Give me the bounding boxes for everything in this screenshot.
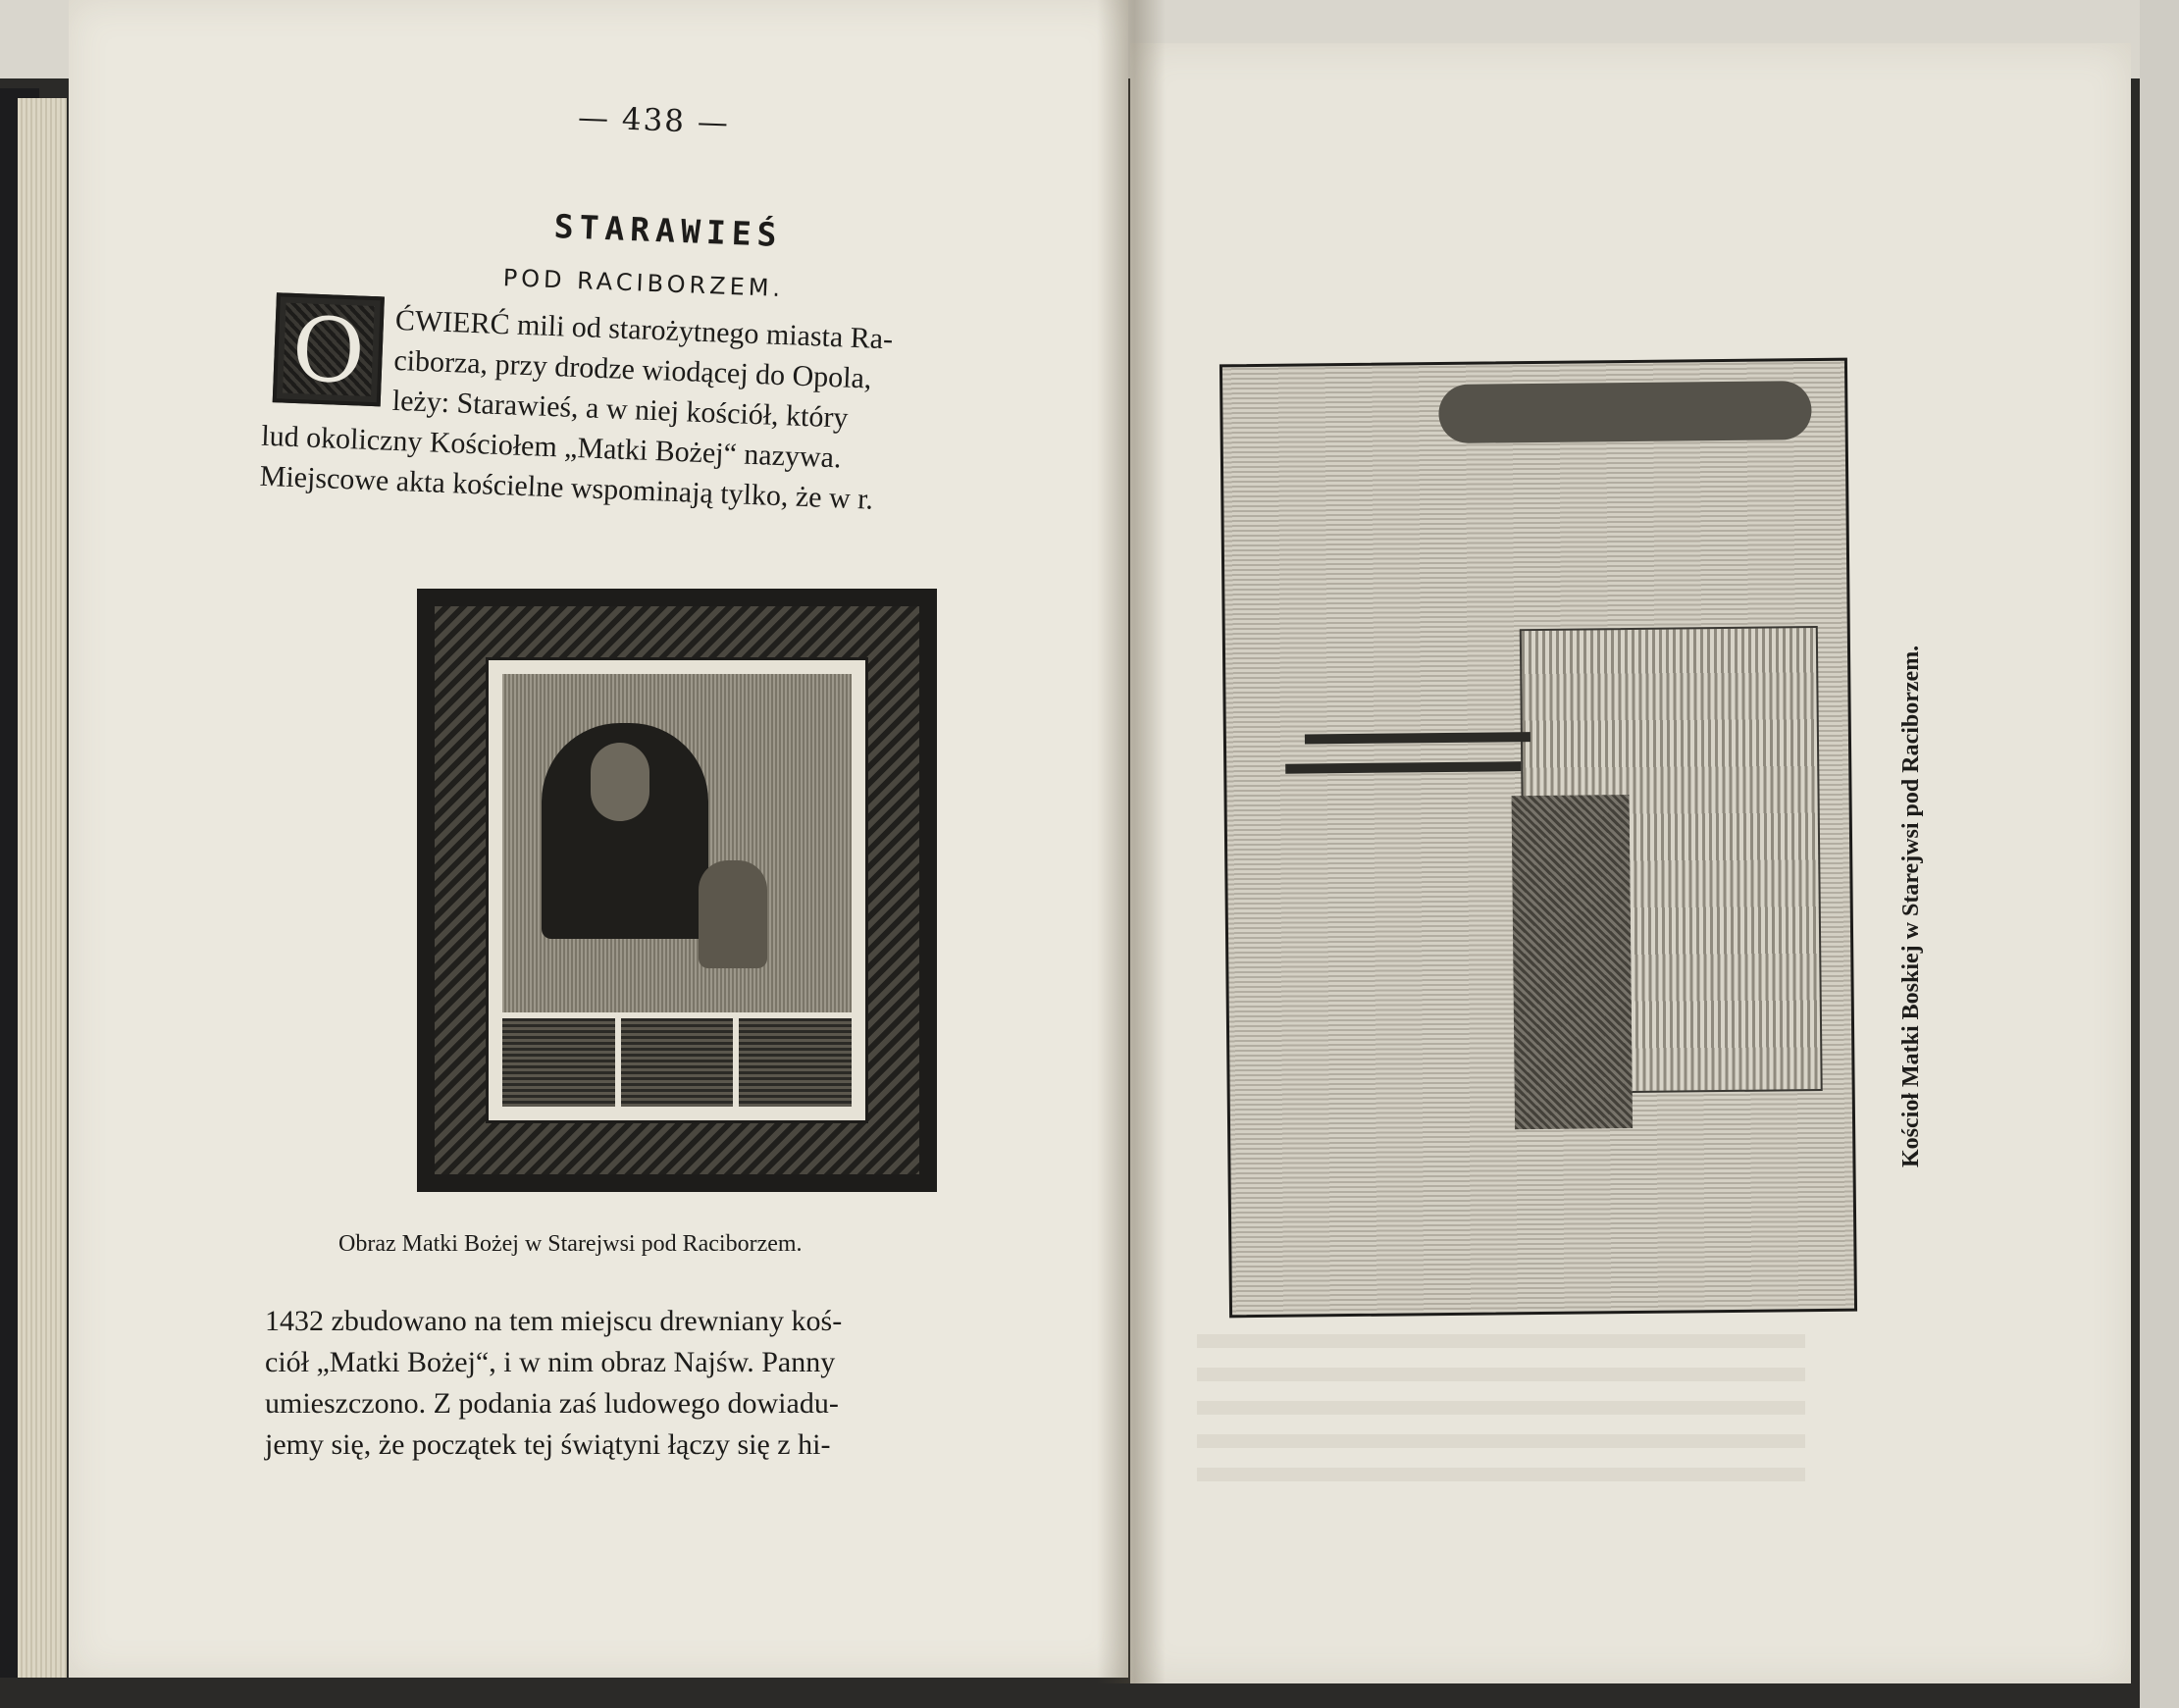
background-surface-right	[2140, 0, 2179, 1708]
paragraph-line: Miejscowe akta kościelne wspominają tylko, że w r.	[259, 459, 874, 516]
spire-cross-illustration	[1305, 732, 1530, 744]
icon-image-area	[502, 674, 852, 1012]
church-roof-illustration	[1512, 795, 1634, 1129]
drop-cap-letter: O	[289, 297, 367, 404]
paragraph-line: jemy się, że początek tej świątyni łączy się z hi-	[265, 1428, 831, 1461]
paragraph-line: ciół „Matki Bożej“, i w nim obraz Najśw. Panny	[265, 1346, 836, 1378]
paragraph-line: leży: Starawieś, a w niej kościół, który	[391, 384, 850, 435]
paragraph-line: ciborza, przy drodze wiodącej do Opola,	[392, 343, 873, 395]
predella-panel-center	[621, 1018, 734, 1107]
madonna-icon-engraving	[417, 589, 937, 1192]
predella-panel-left	[502, 1018, 615, 1107]
paragraph-line: umieszczono. Z podania zaś ludowego dowiadu-	[265, 1387, 839, 1420]
paragraph-line: lud okoliczny Kościołem „Matki Bożej“ nazywa.	[260, 419, 843, 475]
page-edges	[18, 98, 67, 1678]
chapter-title: STARAWIEŚ	[553, 207, 784, 254]
paragraph-line: ĆWIERĆ mili od starożytnego miasta Ra-	[394, 303, 894, 356]
bleed-through-text	[1197, 1324, 1805, 1481]
spire-cross-illustration	[1285, 761, 1521, 774]
predella-panel-right	[739, 1018, 852, 1107]
figure-caption: Obraz Matki Bożej w Starejwsi pod Raciborzem.	[338, 1231, 803, 1257]
ornamental-initial	[273, 292, 385, 406]
plate-caption: Kościoł Matki Boskiej w Starejwsi pod Raciborzem.	[1898, 645, 1924, 1167]
predella-panels	[502, 1018, 852, 1107]
church-engraving	[1219, 358, 1857, 1319]
madonna-face	[591, 743, 649, 821]
child-figure	[699, 860, 767, 968]
trees-illustration	[1438, 381, 1812, 443]
chapter-subtitle: POD RACIBORZEM.	[502, 264, 785, 303]
paragraph-line: 1432 zbudowano na tem miejscu drewniany koś-	[265, 1305, 843, 1337]
book-gutter	[1097, 0, 1166, 1683]
page-number: — 438 —	[577, 99, 731, 141]
icon-panel	[486, 657, 868, 1123]
